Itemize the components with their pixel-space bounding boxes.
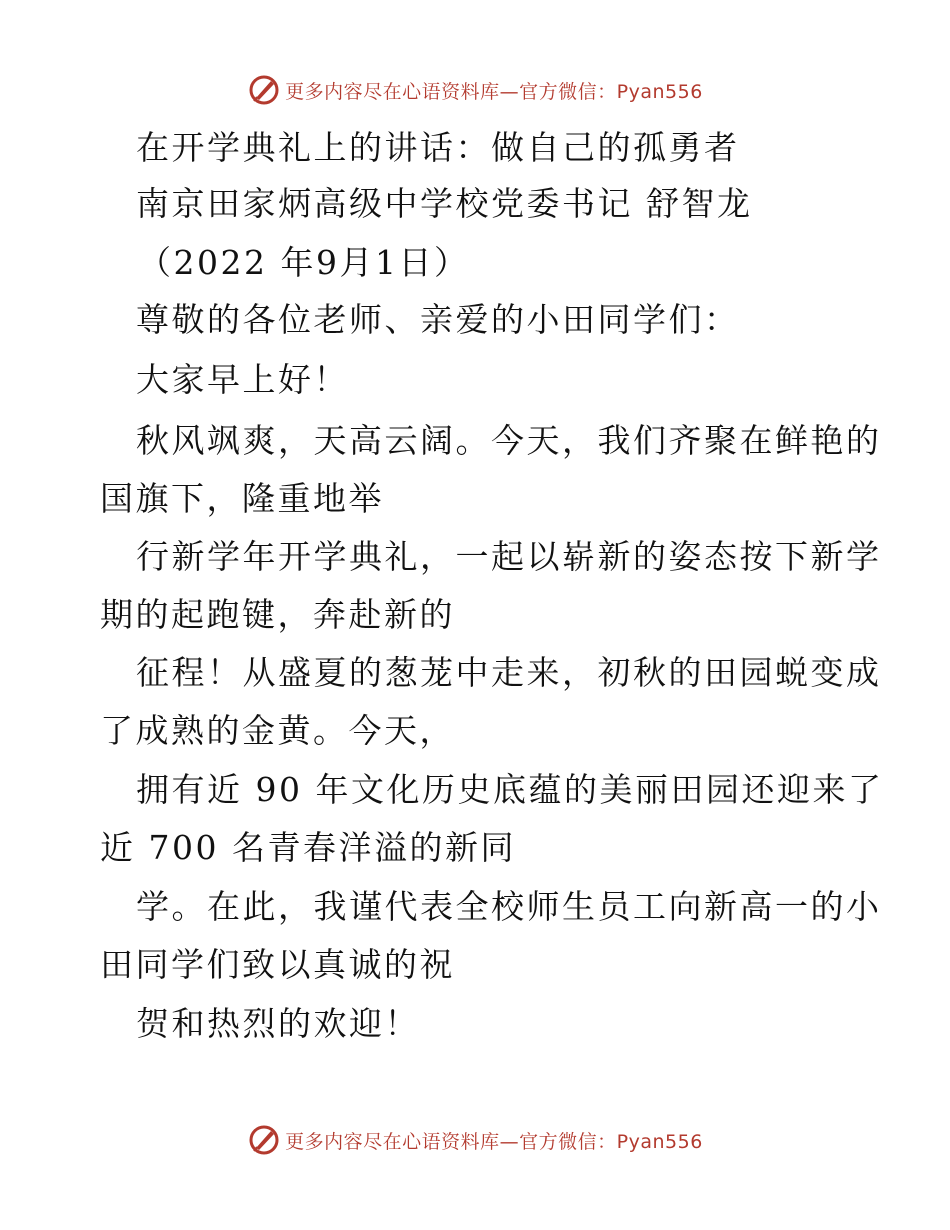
body-line: 秋风飒爽，天高云阔。今天，我们齐聚在鲜艳的 — [136, 421, 882, 460]
quill-pen-logo-icon — [247, 73, 281, 107]
body-line: 期的起跑键，奔赴新的 — [100, 595, 455, 634]
header-banner-text: 更多内容尽在心语资料库—官方微信：Pyan556 — [285, 80, 703, 103]
body-line: 行新学年开学典礼，一起以崭新的姿态按下新学 — [136, 537, 882, 576]
footer-banner — [0, 1120, 950, 1160]
body-line: 田同学们致以真诚的祝 — [100, 945, 455, 984]
footer-banner-text: 更多内容尽在心语资料库—官方微信：Pyan556 — [285, 1130, 703, 1153]
document-author: 南京田家炳高级中学校党委书记 舒智龙 — [136, 184, 753, 223]
header-banner — [0, 70, 950, 110]
body-line: 了成熟的金黄。今天， — [100, 711, 455, 750]
document-date: （2022 年9月1日） — [138, 243, 470, 282]
body-line: 近 700 名青春洋溢的新同 — [100, 828, 516, 867]
document-title: 在开学典礼上的讲话：做自己的孤勇者 — [136, 128, 740, 167]
body-line: 贺和热烈的欢迎！ — [136, 1004, 420, 1043]
body-line: 征程！从盛夏的葱茏中走来，初秋的田园蜕变成 — [136, 653, 882, 692]
salutation: 尊敬的各位老师、亲爱的小田同学们： — [136, 300, 740, 339]
greeting: 大家早上好！ — [136, 360, 349, 399]
body-line: 拥有近 90 年文化历史底蕴的美丽田园还迎来了 — [136, 770, 884, 809]
body-line: 国旗下，隆重地举 — [100, 479, 384, 518]
body-line: 学。在此，我谨代表全校师生员工向新高一的小 — [136, 887, 882, 926]
quill-pen-logo-icon — [247, 1123, 281, 1157]
